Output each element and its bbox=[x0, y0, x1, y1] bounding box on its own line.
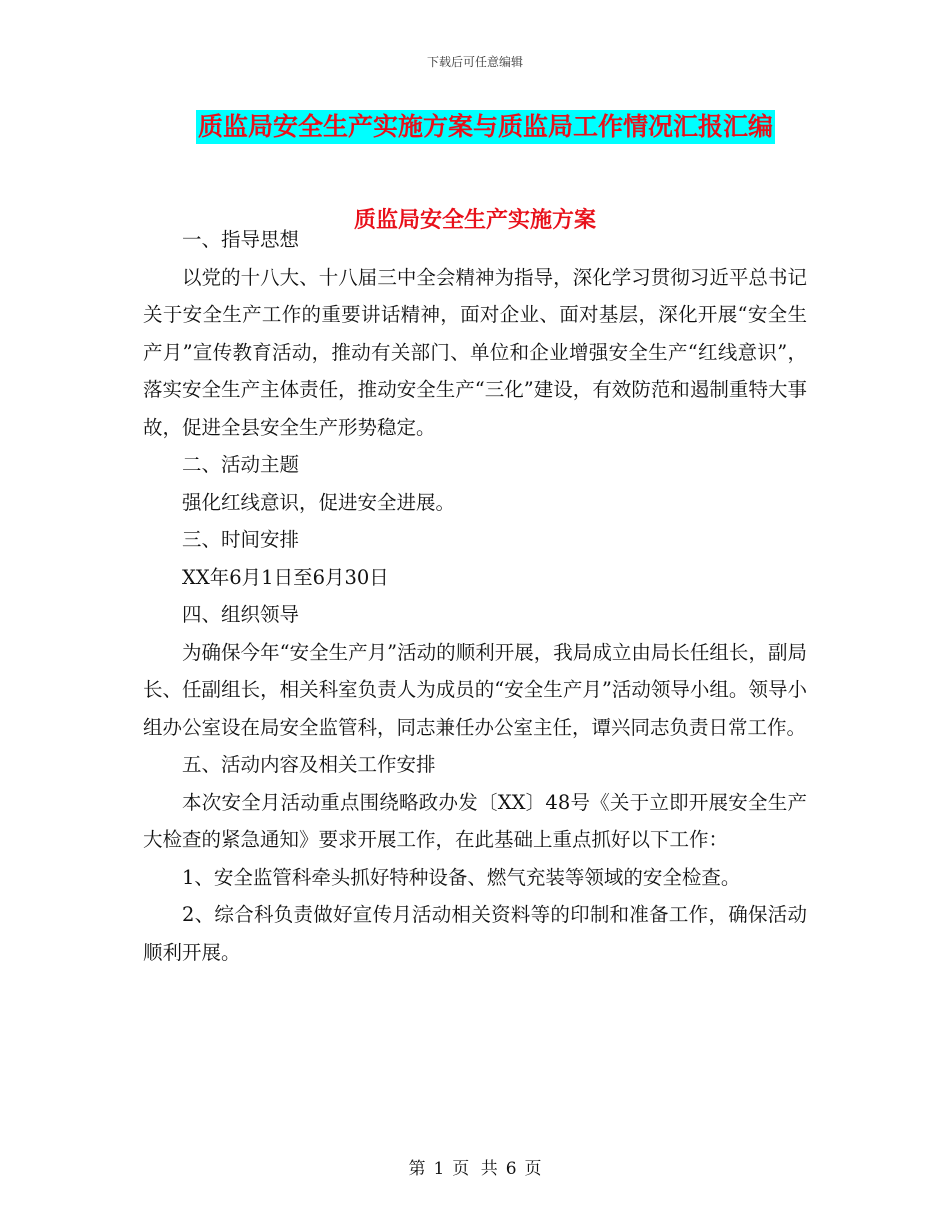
heading-guiding-ideology: 一、指导思想 bbox=[182, 228, 300, 251]
heading-activity-theme: 二、活动主题 bbox=[182, 453, 300, 476]
heading-schedule: 三、时间安排 bbox=[182, 528, 300, 551]
paragraph-schedule: XX年6月1日至6月30日 bbox=[182, 565, 389, 589]
paragraph-leadership: 为确保今年“安全生产月”活动的顺利开展，我局成立由局长任组长，副局长、任副组长，相关科室负责人为成员的“安全生产月”活动领导小组。领导小组办公室设在局安全监管科，同志兼任办公室主任，谭兴同志负责日常工作。 bbox=[143, 640, 807, 739]
heading-leadership: 四、组织领导 bbox=[182, 603, 300, 626]
header-note: 下载后可任意编辑 bbox=[426, 55, 523, 69]
paragraph-guiding-ideology: 以党的十八大、十八届三中全会精神为指导，深化学习贯彻习近平总书记关于安全生产工作的重要讲话精神，面对企业、面对基层，深化开展“安全生产月”宣传教育活动，推动有关部门、单位和企业增强安全生产“红线意识”，落实安全生产主体责任，推动安全生产“三化”建设，有效防范和遏制重特大事故，促进全县安全生产形势稳定。 bbox=[143, 265, 807, 439]
paragraph-activity-theme: 强化红线意识，促进安全进展。 bbox=[182, 490, 456, 514]
section-title: 质监局安全生产实施方案 bbox=[353, 207, 596, 233]
list-item-1: 1、安全监管科牵头抓好特种设备、燃气充装等领域的安全检查。 bbox=[182, 865, 741, 889]
current-page-number: 1 bbox=[433, 1159, 445, 1179]
page-label-middle: 页 共 bbox=[452, 1159, 498, 1179]
paragraph-activity-content: 本次安全月活动重点围绕略政办发〔XX〕48号《关于立即开展安全生产大检查的紧急通知》要求开展工作，在此基础上重点抓好以下工作： bbox=[143, 790, 807, 851]
total-pages-number: 6 bbox=[505, 1159, 517, 1179]
page-label-suffix: 页 bbox=[524, 1159, 542, 1179]
document-body bbox=[143, 221, 807, 971]
document-title: 质监局安全生产实施方案与质监局工作情况汇报汇编 bbox=[196, 110, 775, 144]
list-item-2: 2、综合科负责做好宣传月活动相关资料等的印制和准备工作，确保活动顺利开展。 bbox=[143, 903, 807, 964]
page-label-prefix: 第 bbox=[408, 1159, 426, 1179]
heading-activity-content: 五、活动内容及相关工作安排 bbox=[182, 753, 436, 776]
page-footer bbox=[0, 1154, 950, 1179]
